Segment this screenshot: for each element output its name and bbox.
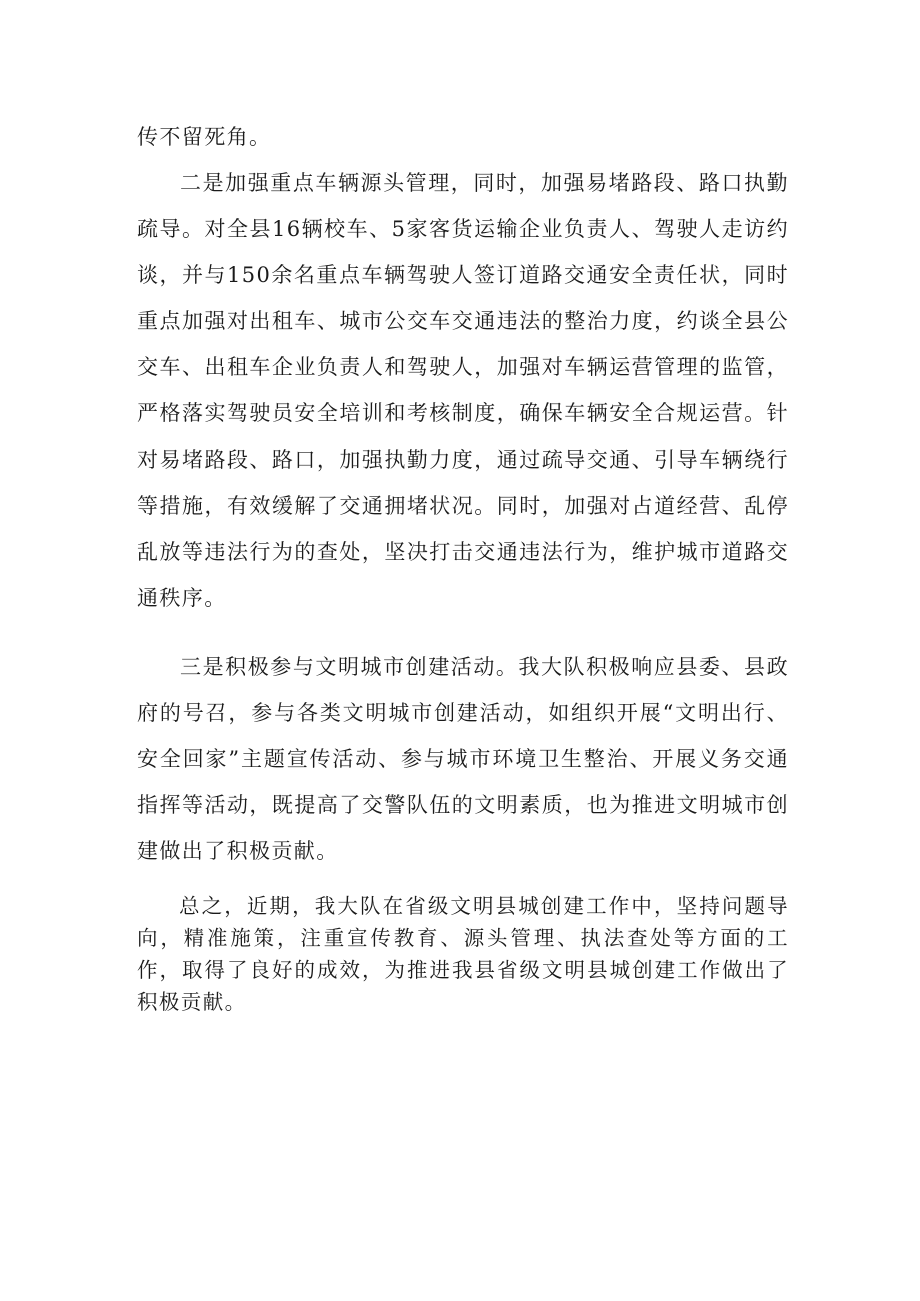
paragraph-vehicle-management: 二是加强重点车辆源头管理，同时，加强易堵路段、路口执勤疏导。对全县16辆校车、5家客货运输企业负责人、驾驶人走访约谈，并与150余名重点车辆驾驶人签订道路交通安全责任状，同时重点加强对出租车、城市公交车交通违法的整治力度，约谈全县公交车、出租车企业负责人和驾驶人，加强对车辆运营管理的监管，严格落实驾驶员安全培训和考核制度，确保车辆安全合规运营。针对易堵路段、路口，加强执勤力度，通过疏导交通、引导车辆绕行等措施，有效缓解了交通拥堵状况。同时，加强对占道经营、乱停乱放等违法行为的查处，坚决打击交通违法行为，维护城市道路交通秩序。 <box>137 171 789 610</box>
paragraph-continuation: 传不留死角。 <box>137 125 272 149</box>
paragraph-summary: 总之，近期，我大队在省级文明县城创建工作中，坚持问题导向，精准施策，注重宣传教育、源头管理、执法查处等方面的工作，取得了良好的成效，为推进我县省级文明县城创建工作做出了积极贡献。 <box>137 894 789 1014</box>
paragraph-civilized-city: 三是积极参与文明城市创建活动。我大队积极响应县委、县政府的号召，参与各类文明城市创建活动，如组织开展“文明出行、安全回家”主题宣传活动、参与城市环境卫生整治、开展义务交通指挥等活动，既提高了交警队伍的文明素质，也为推进文明城市创建做出了积极贡献。 <box>137 655 789 863</box>
